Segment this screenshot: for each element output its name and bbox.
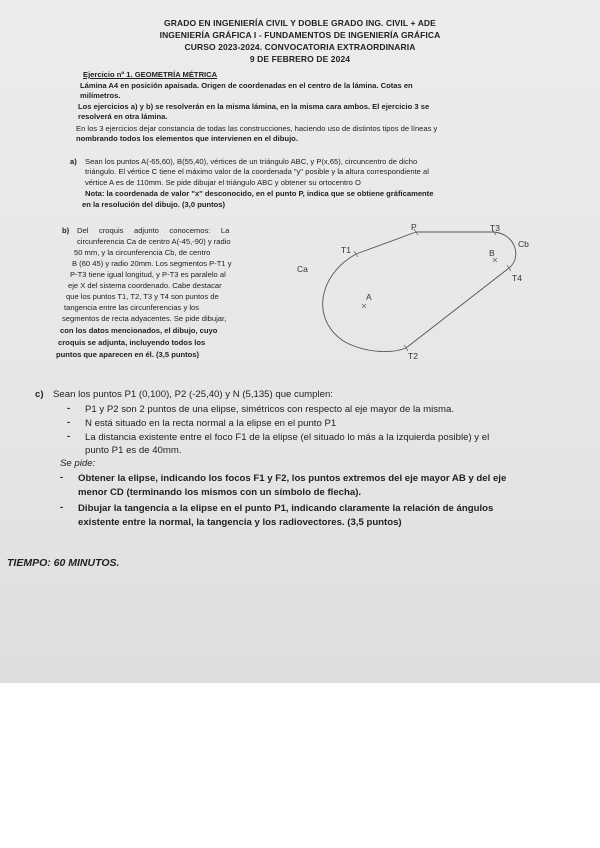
header-line-4: 9 DE FEBRERO DE 2024	[249, 54, 351, 64]
intro-line-1: Lámina A4 en posición apaisada. Origen de coordenadas en el centro de la lámina. Cotas en	[80, 81, 413, 90]
task-1-line-2: menor CD (terminando los mismos con un símbolo de flecha).	[78, 487, 362, 498]
label-b: B	[489, 248, 495, 258]
part-a-line-1: Sean los puntos A(-65,60), B(55,40), vértices de un triángulo ABC, y P(x,65), circuncentro de dicho	[85, 157, 418, 166]
part-a-note-2: en la resolución del dibujo. (3,0 puntos)	[82, 200, 226, 209]
label-a: A	[366, 292, 372, 302]
part-a-line-2: triángulo. El vértice C tiene el máximo valor de la coordenada "y" posible y la altura correspondiente al	[85, 167, 429, 176]
part-b-line-6: eje X del sistema coordenado. Cabe destacar	[68, 281, 222, 290]
part-b-line-7: que los puntos T1, T2, T3 y T4 son puntos de	[66, 292, 219, 301]
time-limit: TIEMPO: 60 MINUTOS.	[7, 557, 120, 569]
bullet-dash: -	[60, 472, 64, 483]
label-ca: Ca	[297, 264, 308, 274]
header-line-1: GRADO EN INGENIERÍA CIVIL Y DOBLE GRADO ING. CIVIL + ADE	[164, 18, 436, 28]
task-1-line-1: Obtener la elipse, indicando los focos F1 y F2, los puntos extremos del eje mayor AB y del eje	[78, 473, 507, 484]
part-c-item-3b: punto P1 es de 40mm.	[85, 445, 182, 456]
intro-line-5: En los 3 ejercicios dejar constancia de todas las construcciones, haciendo uso de distintos tipos de líneas y	[76, 124, 438, 133]
tangency-sketch	[290, 220, 550, 370]
label-p: P	[411, 222, 417, 232]
intro-line-2: milímetros.	[80, 91, 121, 100]
bullet-dash: -	[67, 431, 71, 442]
task-2-line-1: Dibujar la tangencia a la elipse en el punto P1, indicando claramente la relación de ángulos	[78, 503, 494, 514]
label-t3: T3	[490, 223, 500, 233]
segment-t1-p	[356, 232, 416, 254]
label-t4: T4	[512, 273, 522, 283]
part-b-line-8: tangencia entre las circunferencias y los	[64, 303, 200, 312]
circle-ca-arc	[323, 254, 406, 352]
part-c-item-2: N está situado en la recta normal a la elipse en el punto P1	[85, 418, 337, 429]
part-b-line-4: B (60 45) y radio 20mm. Los segmentos P-T1 y	[72, 259, 232, 268]
part-a-note-1: Nota: la coordenada de valor "x" desconocido, en el punto P, indica que se obtiene gráficamente	[85, 189, 434, 198]
part-a-label: a)	[70, 157, 77, 166]
part-c-intro: Sean los puntos P1 (0,100), P2 (-25,40) y N (5,135) que cumplen:	[53, 389, 333, 400]
part-b-line-3: 50 mm, y la circunferencia Cb, de centro	[74, 248, 211, 257]
part-a-line-3: vértice A es de 110mm. Se pide dibujar el triángulo ABC y obtener su ortocentro O	[85, 178, 361, 187]
circle-cb-arc	[494, 232, 516, 268]
header-line-3: CURSO 2023-2024. CONVOCATORIA EXTRAORDINARIA	[184, 42, 416, 52]
part-b-line-5: P-T3 tiene igual longitud, y P-T3 es paralelo al	[70, 270, 226, 279]
bullet-dash: -	[67, 417, 71, 428]
intro-line-6: nombrando todos los elementos que intervienen en el dibujo.	[76, 134, 298, 143]
segment-t4-t2	[406, 268, 509, 348]
part-c-label: c)	[35, 389, 44, 400]
part-b-label: b)	[62, 226, 70, 235]
se-pide-label: Se pide:	[60, 458, 96, 469]
part-b-line-2: circunferencia Ca de centro A(-45,-90) y radio	[77, 237, 231, 246]
bullet-dash: -	[67, 403, 71, 414]
bullet-dash: -	[60, 502, 64, 513]
part-b-line-12: puntos que aparecen en él. (3,5 puntos)	[56, 350, 200, 359]
part-b-line-11: croquis se adjunta, incluyendo todos los	[58, 338, 206, 347]
label-t1: T1	[341, 245, 351, 255]
label-cb: Cb	[518, 239, 529, 249]
intro-line-3: Los ejercicios a) y b) se resolverán en la misma lámina, en la misma cara ambos. El ejercicio 3 se	[78, 102, 430, 111]
intro-line-4: resolverá en otra lámina.	[78, 112, 168, 121]
label-t2: T2	[408, 351, 418, 361]
part-b-line-1: Del croquis adjunto conocemos: La	[77, 226, 230, 235]
part-c-item-3a: La distancia existente entre el foco F1 de la elipse (el situado lo más a la izquierda posible) y el	[85, 432, 490, 443]
part-b-line-9: segmentos de recta adyacentes. Se pide dibujar,	[62, 314, 227, 323]
task-2-line-2: existente entre la normal, la tangencia y los radiovectores. (3,5 puntos)	[78, 517, 402, 528]
header-line-2: INGENIERÍA GRÁFICA I - FUNDAMENTOS DE INGENIERÍA GRÁFICA	[159, 30, 441, 40]
part-c-item-1: P1 y P2 son 2 puntos de una elipse, simétricos con respecto al eje mayor de la misma.	[85, 404, 455, 415]
part-b-line-10: con los datos mencionados, el dibujo, cuyo	[60, 326, 218, 335]
exercise-title: Ejercicio nº 1. GEOMETRÍA MÉTRICA	[83, 70, 218, 79]
